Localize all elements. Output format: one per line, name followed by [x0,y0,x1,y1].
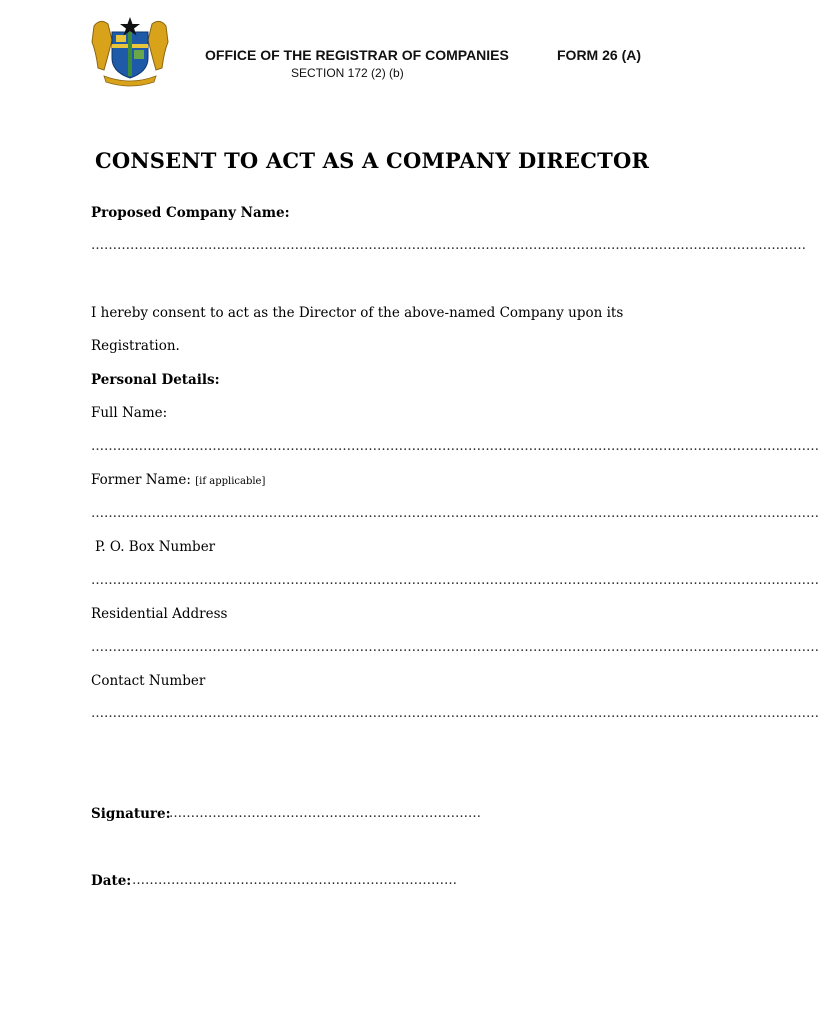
proposed-company-field[interactable]: ………………………………………………………………………………………………………………………………………………… [91,238,806,253]
residential-address-field[interactable]: …………………………………………………………………………………………………………………………………………………… [91,640,819,655]
consent-statement-line2: Registration. [91,338,180,354]
contact-number-field[interactable]: …………………………………………………………………………………………………………………………………………………… [91,706,819,721]
contact-number-label: Contact Number [91,673,206,689]
former-name-label: Former Name: [if applicable] [91,472,266,488]
document-title: CONSENT TO ACT AS A COMPANY DIRECTOR [95,148,650,173]
coat-of-arms-logo [90,16,170,86]
if-applicable-note: [if applicable] [195,476,266,487]
po-box-label: P. O. Box Number [95,539,216,555]
signature-field[interactable]: ……………………………………………………………… [169,806,481,821]
po-box-field[interactable]: …………………………………………………………………………………………………………………………………………………… [91,573,819,588]
form-number: FORM 26 (A) [557,47,641,63]
consent-statement-line1: I hereby consent to act as the Director of the above-named Company upon its [91,305,624,321]
signature-label: Signature: [91,806,171,822]
residential-address-label: Residential Address [91,606,228,622]
former-name-field[interactable]: …………………………………………………………………………………………………………………………………………………… [91,506,819,521]
section-reference: SECTION 172 (2) (b) [291,66,404,80]
date-field[interactable]: ………………………………………………………………… [132,873,457,888]
full-name-field[interactable]: …………………………………………………………………………………………………………………………………………………… [91,439,819,454]
office-heading: OFFICE OF THE REGISTRAR OF COMPANIES [205,47,509,63]
personal-details-heading: Personal Details: [91,372,220,388]
date-label: Date: [91,873,132,889]
full-name-label: Full Name: [91,405,168,421]
proposed-company-label: Proposed Company Name: [91,205,290,221]
